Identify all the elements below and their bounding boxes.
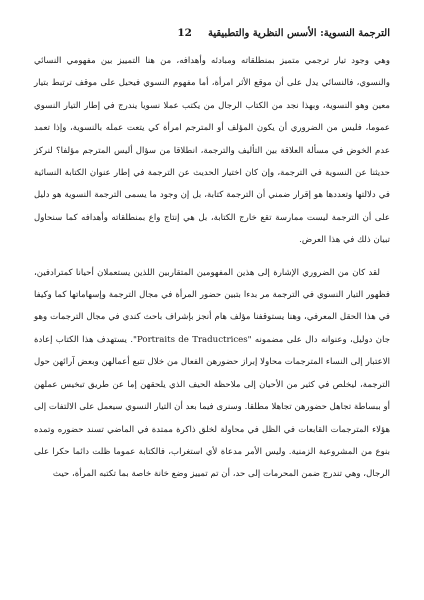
- body-paragraph-1: وهي وجود تيار ترجمي متميز بمنطلقاته ومبادئه وأهدافه، من هنا التمييز بين مفهومي النسائي والنسوي، فالنسائي يدل على أن موقع الأثر امرأة، أما مفهوم النسوي فيحيل على موقف ترتبط بتيار معين وهو النسوية، وبهذا نجد من الكتاب الرجال من يكتب عملا نسويا يندرج في إطار التيار النسوي عموما، فليس من الضروري أن يكون المؤلف أو المترجم امرأة كي يتعت عمله بالنسوية، وإذا تعمد عدم الخوض في مسألة العلاقة بين التأليف والترجمة، انطلاقا من سؤال أليس المترجم مؤلفا؟ لنركز حديثنا عن النسوية في الترجمة، وإن كان اختيار الحديث عن الترجمة في إطار عنوان الكتابة النسائية في دلالتها وتعددها هو إقرار ضمني أن الترجمة كتابة، بل إن وجود ما يسمى الترجمة النسوية هو دليل على أن الترجمة ليست ممارسة تقع خارج الكتابة، بل هي إنتاج واع بمنطلقاته وأهدافه كما سنحاول تبيان ذلك في هذا العرض.: [34, 56, 390, 246]
- body-paragraph-2: لقد كان من الضروري الإشارة إلى هذين المفهومين المتقاربين اللذين يستعملان أحيانا كمترادفين، فظهور التيار النسوي في الترجمة مر بدءا بتبين حضور المرأة في مجال الترجمة وإسهاماتها كما وكيفا في هذا الحقل المعرفي، وهنا يستوقفنا مؤلف هام أنجز بإشراف باحث كندي في مجال الترجمات وهو جان دوليل، وعنوانه دال على مضمونه "Portraits de Traductrices". يستهدف هذا الكتاب إعادة الاعتبار إلى النساء المترجمات محاولا إبراز حضورهن الفعال من خلال تتبع أعمالهن وبعض آرائهن حول الترجمة، ليخلص في كثير من الأحيان إلى ملاحظة الحيف الذي يلحقهن إما عن طريق تبخيس عملهن أو ببساطة تجاهل حضورهن تجاهلا مطلقا. وسنرى فيما بعد أن التيار النسوي سيعمل على الالتفات إلى هؤلاء المترجمات القابعات في الظل في محاولة لخلق ذاكرة ممتدة في الماضي تسند حضوره وتمده بنوع من المشروعية الزمنية. وليس الأمر مدعاة لأي استغراب، فالكتابة عموما ظلت دائما حكرا على الرجال، وهي تندرج ضمن المحرمات إلى حد، أن تم تمييز وضع خانة خاصة بما تكتبه المرأة، حيث: [34, 267, 391, 480]
- running-header: [34, 24, 390, 42]
- page-number: 12: [177, 27, 192, 39]
- running-title: الترجمة النسوية: الأسس النظرية والتطبيقية: [207, 27, 390, 39]
